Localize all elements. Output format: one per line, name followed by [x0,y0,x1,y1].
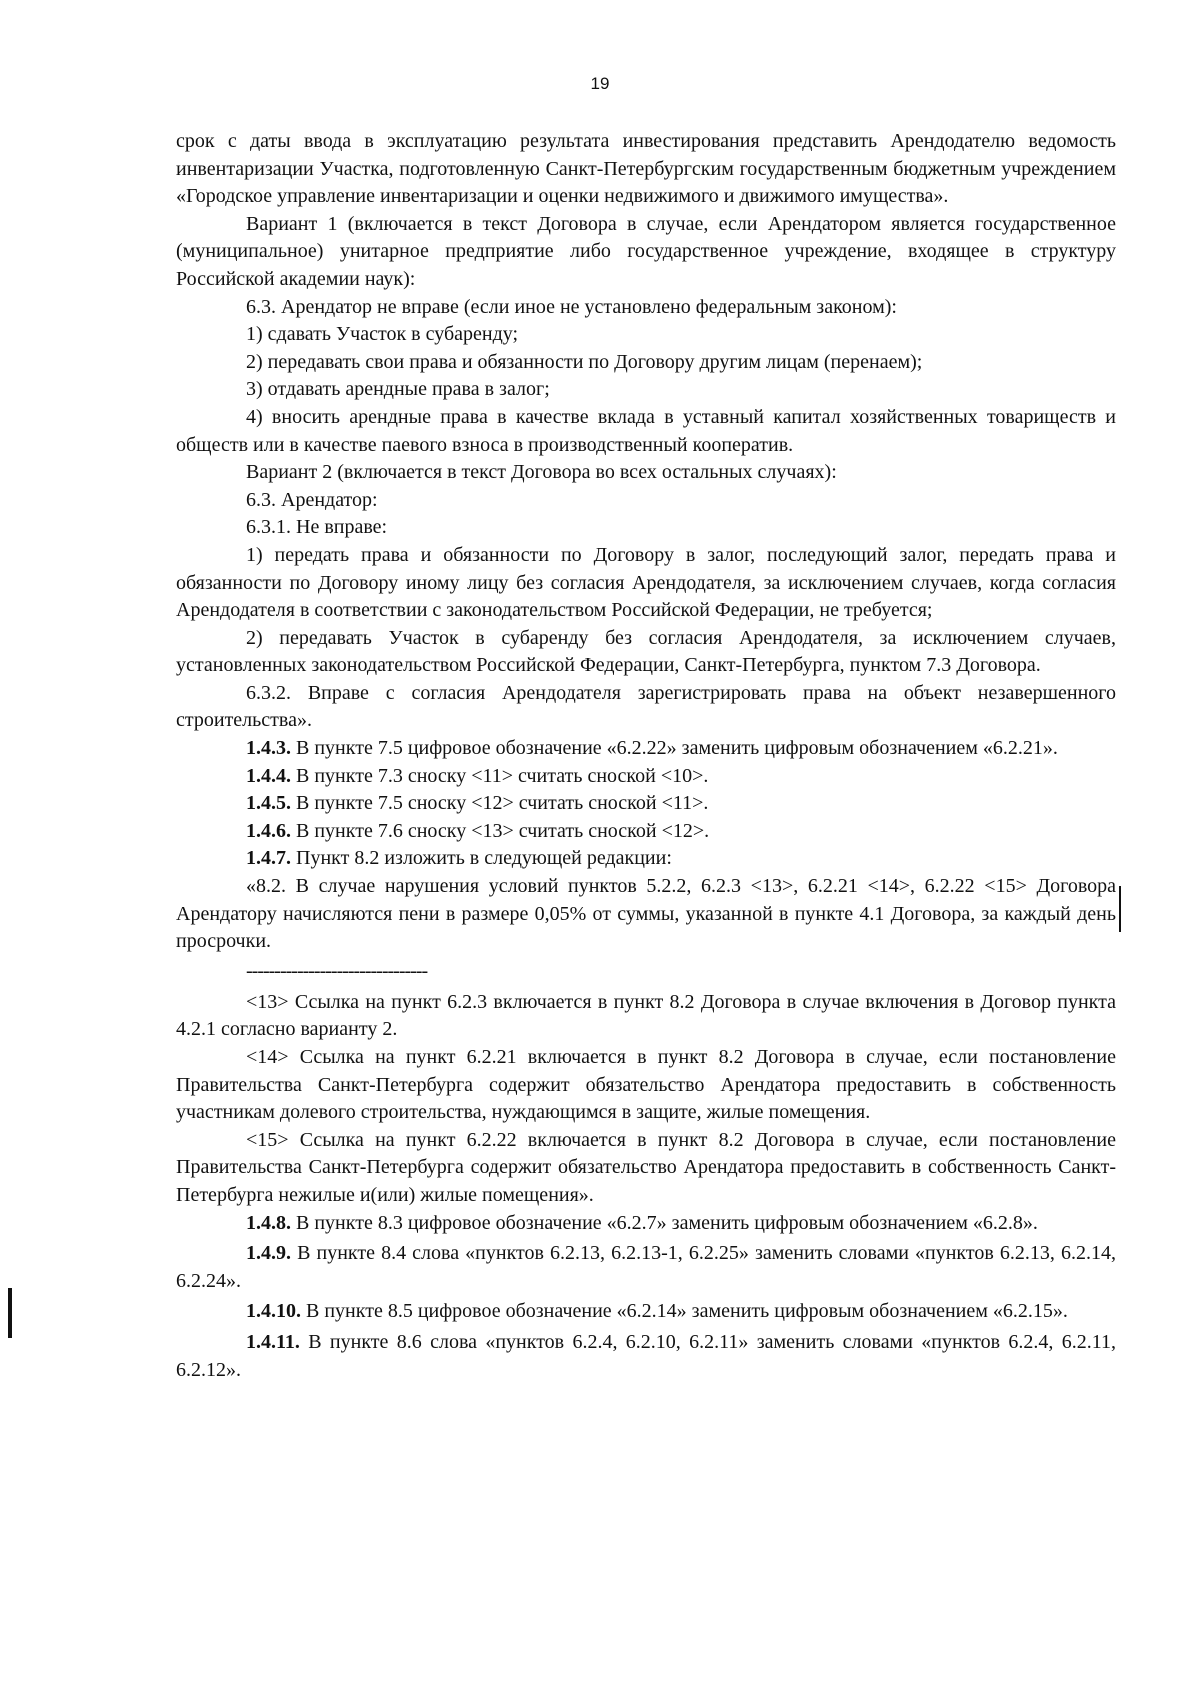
list-item: 1) передать права и обязанности по Договору в залог, последующий залог, передать права и обязанности по Договору иному лицу без согласия Арендодателя, за исключением случаев, когда согласия Арендодателя в соответствии с законодательством Российской Федерации, не требуется; [176,543,1116,622]
amendment-item [176,845,1116,873]
item-number: 1.4.8. [246,1211,291,1234]
item-number: 1.4.3. [246,737,291,760]
list-item: 2) передавать Участок в субаренду без согласия Арендодателя, за исключением случаев, установленных законодательством Российской Федерации, Санкт-Петербурга, пунктом 7.3 Договора. [176,626,1116,677]
paragraph: 6.3.2. Вправе с согласия Арендодателя зарегистрировать права на объект незавершенного строительства». [176,681,1116,732]
list-item: 2) передавать свои права и обязанности по Договору другим лицам (перенаем); [246,350,923,373]
footnote-separator: -------------------------------- [246,959,428,982]
item-text: В пункте 8.6 слова «пунктов 6.2.4, 6.2.10, 6.2.11» заменить словами «пунктов 6.2.4, 6.2.11, 6.2.12». [176,1330,1116,1381]
amendment-item [176,763,1116,791]
item-number: 1.4.4. [246,764,291,787]
paragraph: 6.3. Арендатор: [246,488,378,511]
amendment-item [176,818,1116,846]
page-number: 19 [590,74,610,93]
amendment-item [176,1240,1116,1295]
item-text: В пункте 8.3 цифровое обозначение «6.2.7» заменить цифровым обозначением «6.2.8». [291,1211,1038,1234]
list-item: 3) отдавать арендные права в залог; [246,378,550,401]
item-number: 1.4.9. [246,1242,291,1265]
paragraph: срок с даты ввода в эксплуатацию результата инвестирования представить Арендодателю ведомость инвентаризации Участка, подготовленную Санкт-Петербургским государственным бюджетным учреждением «Городское управление инвентаризации и оценки недвижимого и движимого имущества». [176,130,1116,208]
item-text: Пункт 8.2 изложить в следующей редакции: [291,847,672,870]
paragraph: 6.3. Арендатор не вправе (если иное не установлено федеральным законом): [246,295,897,318]
footnote: <15> Ссылка на пункт 6.2.22 включается в пункт 8.2 Договора в случае, если постановление Правительства Санкт-Петербурга содержит обязательство Арендатора предоставить в собственность Санкт-Петербурга нежилые и(или) жилые помещения». [176,1128,1116,1206]
paragraph: «8.2. В случае нарушения условий пунктов 5.2.2, 6.2.3 <13>, 6.2.21 <14>, 6.2.22 <15> Договора Арендатору начисляются пени в размере 0,05% от суммы, указанной в пункте 4.1 Договора, за каждый день просрочки. [176,875,1116,953]
item-number: 1.4.10. [246,1300,301,1323]
item-text: В пункте 7.3 сноску <11> считать сноской <10>. [291,764,709,787]
scan-artifact-left [8,1288,12,1338]
scan-artifact-right [1119,886,1121,932]
item-text: В пункте 7.5 цифровое обозначение «6.2.22» заменить цифровым обозначением «6.2.21». [291,737,1058,760]
paragraph: 6.3.1. Не вправе: [246,516,388,539]
list-item: 1) сдавать Участок в субаренду; [246,323,519,346]
paragraph: Вариант 2 (включается в текст Договора во всех остальных случаях): [246,461,837,484]
amendment-item [176,1329,1116,1384]
item-number: 1.4.7. [246,847,291,870]
amendment-item [176,790,1116,818]
footnote: <13> Ссылка на пункт 6.2.3 включается в пункт 8.2 Договора в случае включения в Договор пункта 4.2.1 согласно варианту 2. [176,990,1116,1041]
list-item: 4) вносить арендные права в качестве вклада в уставный капитал хозяйственных товариществ и обществ или в качестве паевого взноса в производственный кооператив. [176,405,1116,456]
item-text: В пункте 8.5 цифровое обозначение «6.2.14» заменить цифровым обозначением «6.2.15». [301,1300,1068,1323]
item-text: В пункте 7.6 сноску <13> считать сноской <12>. [291,819,710,842]
document-body [176,128,1116,1384]
paragraph: Вариант 1 (включается в текст Договора в случае, если Арендатором является государственное (муниципальное) унитарное предприятие либо государственное учреждение, входящее в структуру Российской академии наук): [176,212,1116,290]
amendment-item [176,1210,1116,1238]
item-text: В пункте 8.4 слова «пунктов 6.2.13, 6.2.13-1, 6.2.25» заменить словами «пунктов 6.2.13, 6.2.14, 6.2.24». [176,1242,1116,1292]
item-number: 1.4.6. [246,819,291,842]
amendment-item [176,735,1116,763]
item-text: В пункте 7.5 сноску <12> считать сноской <11>. [291,792,709,815]
amendment-item [176,1298,1116,1326]
item-number: 1.4.5. [246,792,291,815]
footnote: <14> Ссылка на пункт 6.2.21 включается в пункт 8.2 Договора в случае, если постановление Правительства Санкт-Петербурга содержит обязательство Арендатора предоставить в собственность участникам долевого строительства, нуждающимся в защите, жилые помещения. [176,1046,1116,1124]
item-number: 1.4.11. [246,1330,300,1353]
